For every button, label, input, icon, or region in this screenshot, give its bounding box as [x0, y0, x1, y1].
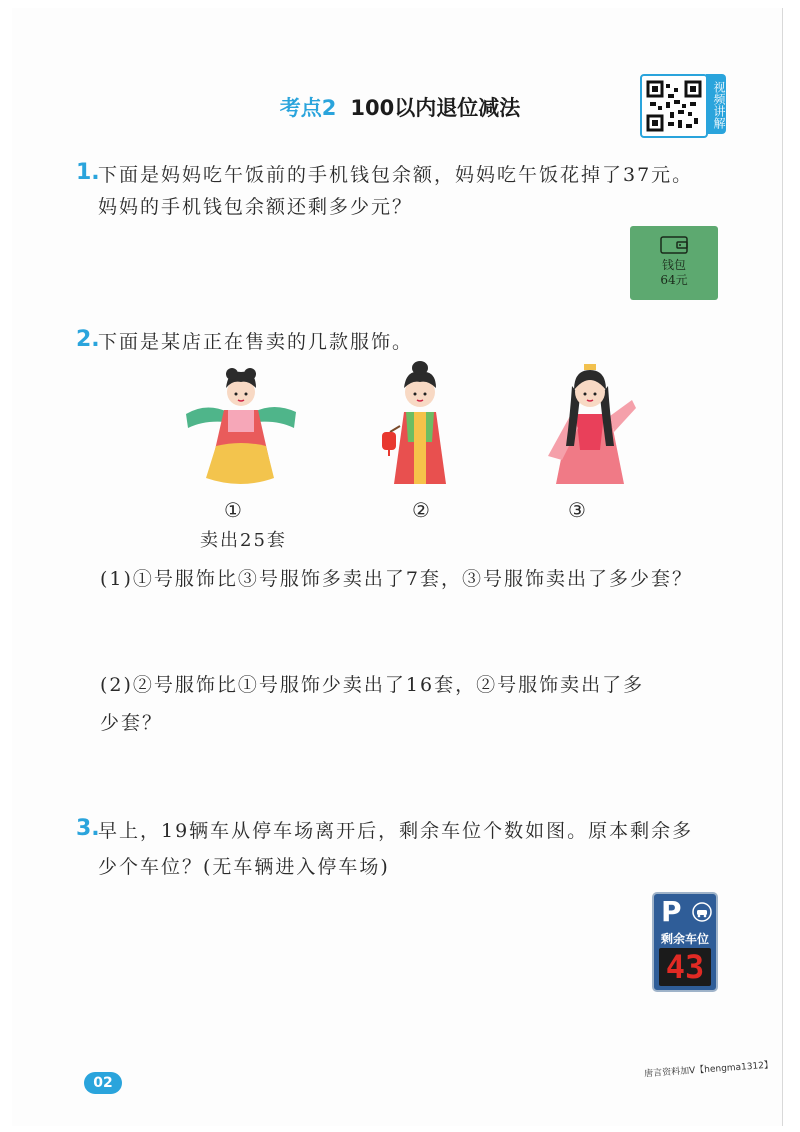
q2-intro: 下面是某店正在售卖的几款服饰。 — [98, 331, 414, 353]
q2-sub2-line1: (2)②号服饰比①号服饰少卖出了16套，②号服饰卖出了多 — [100, 674, 645, 696]
section-tag: 考点2 — [279, 96, 337, 120]
parking-sign — [652, 892, 718, 992]
costume-3-illustration — [540, 356, 640, 490]
wallet-card — [630, 226, 718, 300]
costume-1-sold: 卖出25套 — [200, 530, 287, 551]
costume-3-marker: ③ — [568, 498, 586, 522]
watermark-text: 唐言资料加V【hengma1312】 — [643, 1060, 774, 1080]
car-icon — [692, 902, 712, 922]
q2-number: 2. — [76, 327, 100, 352]
section-title: 100以内退位减法 — [350, 96, 521, 120]
costume-2-illustration — [370, 356, 470, 490]
q3-line2: 少个车位？(无车辆进入停车场) — [98, 856, 390, 878]
qr-code-icon[interactable] — [640, 74, 708, 138]
q1-line2: 妈妈的手机钱包余额还剩多少元？ — [98, 196, 414, 218]
q3-number: 3. — [76, 816, 100, 841]
costume-1-marker: ① — [224, 498, 242, 522]
q1-number: 1. — [76, 160, 100, 185]
parking-letter: P — [661, 895, 682, 928]
costume-2-marker: ② — [412, 498, 430, 522]
q3-line1: 早上，19辆车从停车场离开后，剩余车位个数如图。原本剩余多 — [98, 820, 694, 842]
wallet-icon — [660, 236, 688, 254]
parking-counter: 43 — [659, 948, 711, 986]
parking-label: 剩余车位 — [660, 932, 709, 946]
page-number: 02 — [84, 1072, 122, 1094]
qr-label: 视频讲解 — [706, 74, 726, 134]
q2-sub2-line2: 少套？ — [100, 712, 164, 734]
costume-1-illustration — [176, 362, 306, 492]
wallet-amount: 64元 — [660, 273, 688, 287]
q2-sub1: (1)①号服饰比③号服饰多卖出了7套，③号服饰卖出了多少套？ — [100, 568, 694, 590]
wallet-label: 钱包 — [661, 258, 686, 272]
q1-line1: 下面是妈妈吃午饭前的手机钱包余额，妈妈吃午饭花掉了37元。 — [98, 164, 694, 186]
